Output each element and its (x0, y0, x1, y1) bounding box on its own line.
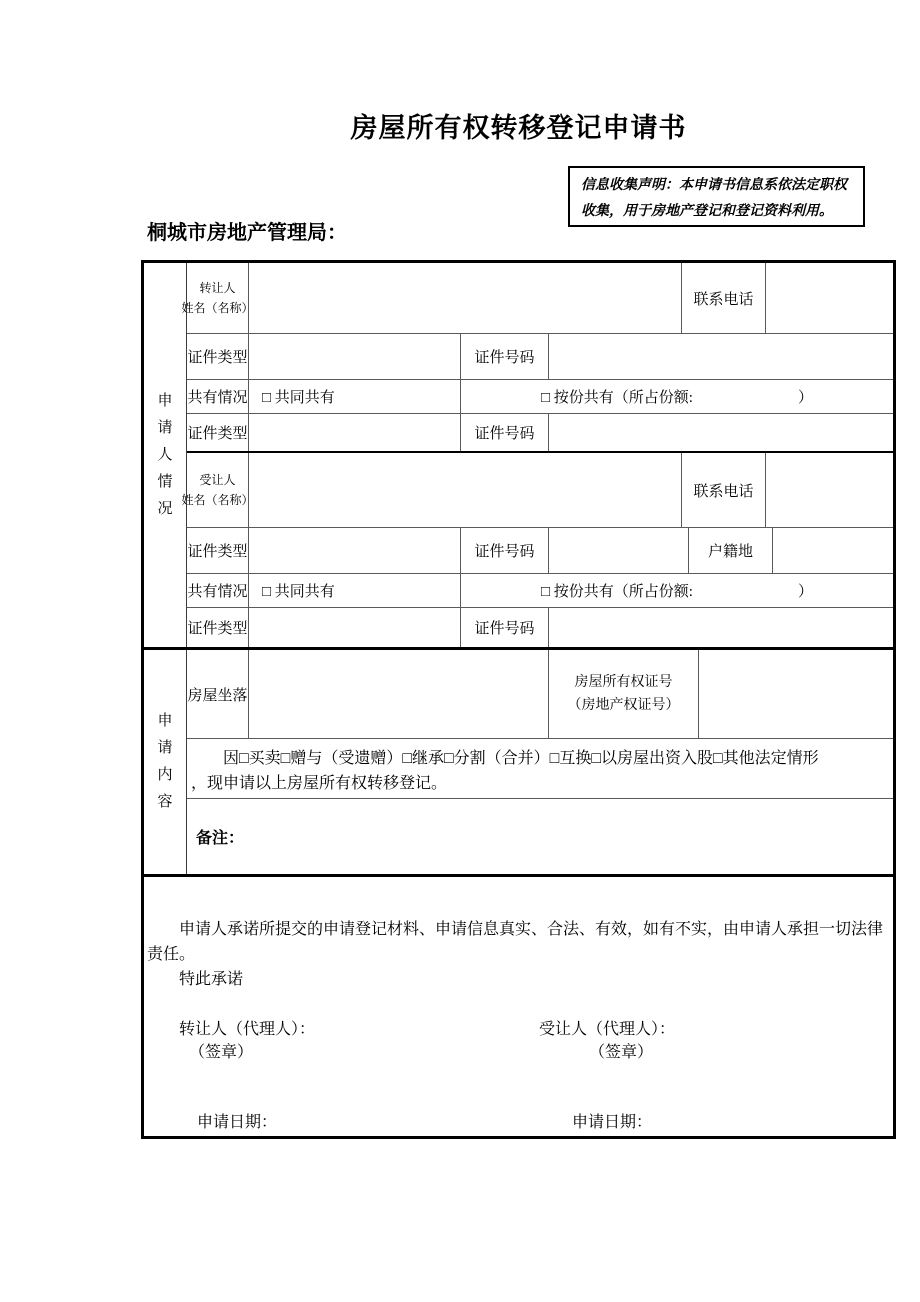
transferor-id-type-label: 证件类型 (187, 350, 248, 366)
document-title: 房屋所有权转移登记申请书 (350, 113, 687, 143)
document-body (141, 100, 896, 1139)
transferee-id-type-field[interactable] (248, 528, 460, 573)
transferor-id-type-label-2: 证件类型 (187, 426, 248, 442)
transferor-seal-label[interactable]: （签章） (189, 1044, 254, 1061)
transferee-coownership-row (187, 573, 893, 607)
transferee-id-type-label: 证件类型 (187, 544, 248, 560)
ownership-cert-no-field[interactable] (698, 650, 893, 738)
transferee-seal-label[interactable]: （签章） (589, 1044, 654, 1061)
transferor-id-no-label-2: 证件号码 (460, 414, 548, 451)
transferor-id-no-field[interactable] (548, 334, 893, 379)
transferor-id-row-2 (187, 413, 893, 451)
transferee-signature-block (539, 1018, 887, 1064)
transferor-share-ownership-checkbox[interactable]: □ 按份共有（所占份额: ） (460, 380, 893, 413)
transferee-id-no-label-2: 证件号码 (460, 608, 548, 647)
transferor-coownership-row (187, 379, 893, 413)
section-application-content (144, 647, 893, 874)
transferor-name-field[interactable] (248, 263, 681, 333)
transfer-reason-row (187, 738, 893, 798)
transfer-reason-line-2: ，现申请以上房屋所有权转移登记。 (191, 775, 448, 792)
section-applicant-info (144, 263, 893, 647)
transferor-id-type-field[interactable] (248, 334, 460, 379)
transferor-id-row-1 (187, 333, 893, 379)
application-form-table (141, 260, 896, 1139)
remark-row (187, 798, 893, 874)
transferee-date-label[interactable]: 申请日期： (572, 1114, 653, 1131)
remark-label[interactable]: 备注： (196, 830, 245, 847)
transferor-phone-field[interactable] (765, 263, 893, 333)
signature-row (147, 1018, 887, 1064)
transferor-id-no-field-2[interactable] (548, 414, 893, 451)
transferor-joint-ownership-checkbox[interactable]: □ 共同共有 (248, 380, 460, 413)
promise-closing: 特此承诺 (179, 971, 244, 988)
transferee-name-field[interactable] (248, 453, 681, 527)
addressee: 桐城市房地产管理局： (147, 222, 347, 244)
transferee-residence-label: 户籍地 (688, 528, 772, 573)
promise-text: 申请人承诺所提交的申请登记材料、申请信息真实、合法、有效，如有不实，由申请人承担一切法律责任。 (147, 921, 884, 963)
transferee-phone-label: 联系电话 (681, 453, 765, 527)
applicant-rows (181, 263, 893, 647)
application-date-row (147, 1110, 887, 1135)
transferee-id-no-label: 证件号码 (460, 528, 548, 573)
house-location-row (187, 650, 893, 738)
transferee-id-type-field-2[interactable] (248, 608, 460, 647)
transferor-sign-label: 转让人（代理人）： (179, 1021, 316, 1038)
section-declaration (144, 874, 893, 1136)
transfer-reason-line-1: 因□买卖□赠与（受遗赠）□继承□分割（合并）□互换□以房屋出资入股□其他法定情形 (223, 750, 819, 767)
transferee-joint-ownership-checkbox[interactable]: □ 共同共有 (248, 574, 460, 607)
transferor-id-no-label: 证件号码 (460, 334, 548, 379)
transferor-phone-label: 联系电话 (681, 263, 765, 333)
transferee-coownership-label: 共有情况 (187, 584, 248, 600)
transferee-id-no-field-2[interactable] (548, 608, 893, 647)
info-collection-notice (568, 166, 865, 227)
house-location-field[interactable] (248, 650, 548, 738)
transferee-phone-field[interactable] (765, 453, 893, 527)
transferor-coownership-label: 共有情况 (187, 390, 248, 406)
content-section-side-label: 申请内容 (144, 650, 187, 874)
transfer-reason-text[interactable] (187, 739, 893, 798)
transferee-id-type-label-2: 证件类型 (187, 621, 248, 637)
transferor-id-type-field-2[interactable] (248, 414, 460, 451)
document-header (141, 100, 896, 260)
transferee-sign-label: 受让人（代理人）： (539, 1021, 676, 1038)
transferee-id-row-1 (187, 527, 893, 573)
transferor-name-row (181, 263, 893, 333)
transferee-residence-field[interactable] (772, 528, 893, 573)
transferor-date-label[interactable]: 申请日期： (197, 1114, 278, 1131)
transferee-name-row (181, 451, 893, 527)
content-rows (187, 650, 893, 874)
ownership-cert-no-label: 房屋所有权证号 （房地产权证号） (548, 650, 698, 738)
notice-line-2: 收集，用于房地产登记和登记资料利用。 (581, 204, 833, 219)
house-location-label: 房屋坐落 (187, 687, 248, 704)
transferee-share-ownership-checkbox[interactable]: □ 按份共有（所占份额: ） (460, 574, 893, 607)
transferor-name-label: 转让人 姓名（名称） (181, 281, 254, 315)
transferee-name-label: 受让人 姓名（名称） (181, 473, 254, 507)
transferor-signature-block (179, 1018, 539, 1064)
transferee-id-no-field[interactable] (548, 528, 688, 573)
applicant-section-side-label: 申请人情况 (144, 263, 187, 647)
notice-line-1: 信息收集声明：本申请书信息系依法定职权 (581, 178, 847, 193)
transferee-id-row-2 (187, 607, 893, 647)
